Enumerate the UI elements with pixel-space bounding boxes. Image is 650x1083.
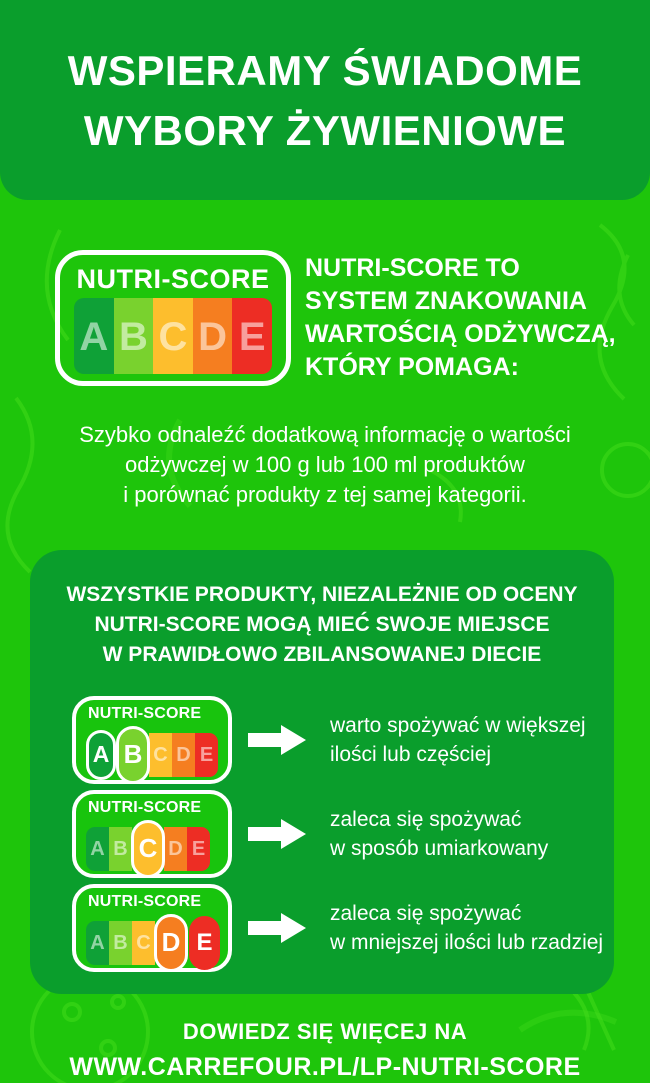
headline-line-2: WYBORY ŻYWIENIOWE — [83, 107, 567, 154]
intro-heading-line: WARTOŚCIĄ ODŻYWCZĄ, — [305, 320, 616, 348]
grade-d-block: D — [193, 298, 233, 374]
grade-a-block: A — [74, 298, 114, 374]
grade-b-block: B — [114, 298, 154, 374]
panel-heading-line: WSZYSTKIE PRODUKTY, NIEZALEŻNIE OD OCENY — [66, 583, 578, 606]
intro-heading — [305, 250, 616, 386]
grade-c-block: C — [149, 733, 172, 777]
grade-c-block: C — [132, 921, 155, 965]
nutriscore-badge-de — [72, 884, 232, 972]
recommendation-rows — [30, 696, 614, 972]
intro-section — [55, 250, 650, 386]
recommendation-text-line: w mniejszej ilości lub rzadziej — [330, 931, 604, 954]
lead-line: odżywczej w 100 g lub 100 ml produktów — [125, 452, 525, 477]
grade-c-pill-highlighted: C — [131, 820, 165, 878]
lead-line: Szybko odnaleźć dodatkową informację o wartości — [79, 422, 571, 447]
intro-heading-line: KTÓRY POMAGA: — [305, 353, 519, 381]
recommendation-text-line: zaleca się spożywać — [330, 902, 522, 925]
grade-d-pill-highlighted: D — [154, 914, 188, 972]
grade-d-block: D — [164, 827, 187, 871]
lead-paragraph — [0, 420, 650, 510]
nutriscore-scale — [86, 913, 218, 973]
recommendation-text-line: warto spożywać w większej — [330, 714, 586, 737]
headline-line-1: WSPIERAMY ŚWIADOME — [67, 47, 583, 94]
recommendation-text — [330, 805, 548, 863]
grade-c-block: C — [153, 298, 193, 374]
nutriscore-badge-title: NUTRI-SCORE — [88, 705, 202, 722]
grade-e-block: E — [187, 827, 210, 871]
grade-a-block: A — [86, 921, 109, 965]
intro-heading-line: SYSTEM ZNAKOWANIA — [305, 287, 587, 315]
recommendation-row-de — [72, 884, 614, 972]
grade-e-pill: E — [189, 916, 220, 970]
arrow-right-icon — [248, 819, 306, 849]
panel-heading-line: NUTRI-SCORE MOGĄ MIEĆ SWOJE MIEJSCE — [94, 613, 550, 636]
grade-a-pill: A — [86, 730, 116, 780]
recommendation-text-line: w sposób umiarkowany — [330, 837, 549, 860]
arrow-right-icon — [248, 725, 306, 755]
grade-e-block: E — [232, 298, 272, 374]
recommendation-text — [330, 899, 603, 957]
footer — [0, 1014, 650, 1083]
footer-cta-text: DOWIEDZ SIĘ WIĘCEJ NA — [182, 1019, 468, 1044]
nutriscore-badge-title: NUTRI-SCORE — [88, 893, 202, 910]
nutriscore-badge-c — [72, 790, 232, 878]
grade-a-block: A — [86, 827, 109, 871]
recommendation-row-ab — [72, 696, 614, 784]
nutriscore-badge-ab — [72, 696, 232, 784]
recommendation-text — [330, 711, 586, 769]
recommendation-row-c — [72, 790, 614, 878]
lead-line: i porównać produkty z tej samej kategorii. — [123, 482, 527, 507]
recommendation-text-line: zaleca się spożywać — [330, 808, 522, 831]
recommendations-panel — [30, 550, 614, 994]
footer-url[interactable]: WWW.CARREFOUR.PL/LP-NUTRI-SCORE — [69, 1053, 581, 1081]
grade-b-block: B — [109, 921, 132, 965]
grade-d-block: D — [172, 733, 195, 777]
arrow-right-icon — [248, 913, 306, 943]
nutriscore-logo-title: NUTRI-SCORE — [76, 264, 270, 294]
intro-heading-line: NUTRI-SCORE TO — [305, 254, 520, 282]
nutriscore-badge-title: NUTRI-SCORE — [88, 799, 202, 816]
grade-b-pill-highlighted: B — [116, 726, 150, 784]
grade-b-block: B — [109, 827, 132, 871]
nutriscore-scale — [74, 298, 272, 374]
nutriscore-logo — [55, 250, 291, 386]
panel-heading-line: W PRAWIDŁOWO ZBILANSOWANEJ DIECIE — [102, 643, 542, 666]
recommendation-text-line: ilości lub częściej — [330, 743, 492, 766]
panel-heading — [30, 580, 614, 670]
header-banner — [0, 0, 650, 200]
nutriscore-scale — [86, 819, 218, 879]
grade-e-block: E — [195, 733, 218, 777]
nutriscore-scale — [86, 725, 218, 785]
